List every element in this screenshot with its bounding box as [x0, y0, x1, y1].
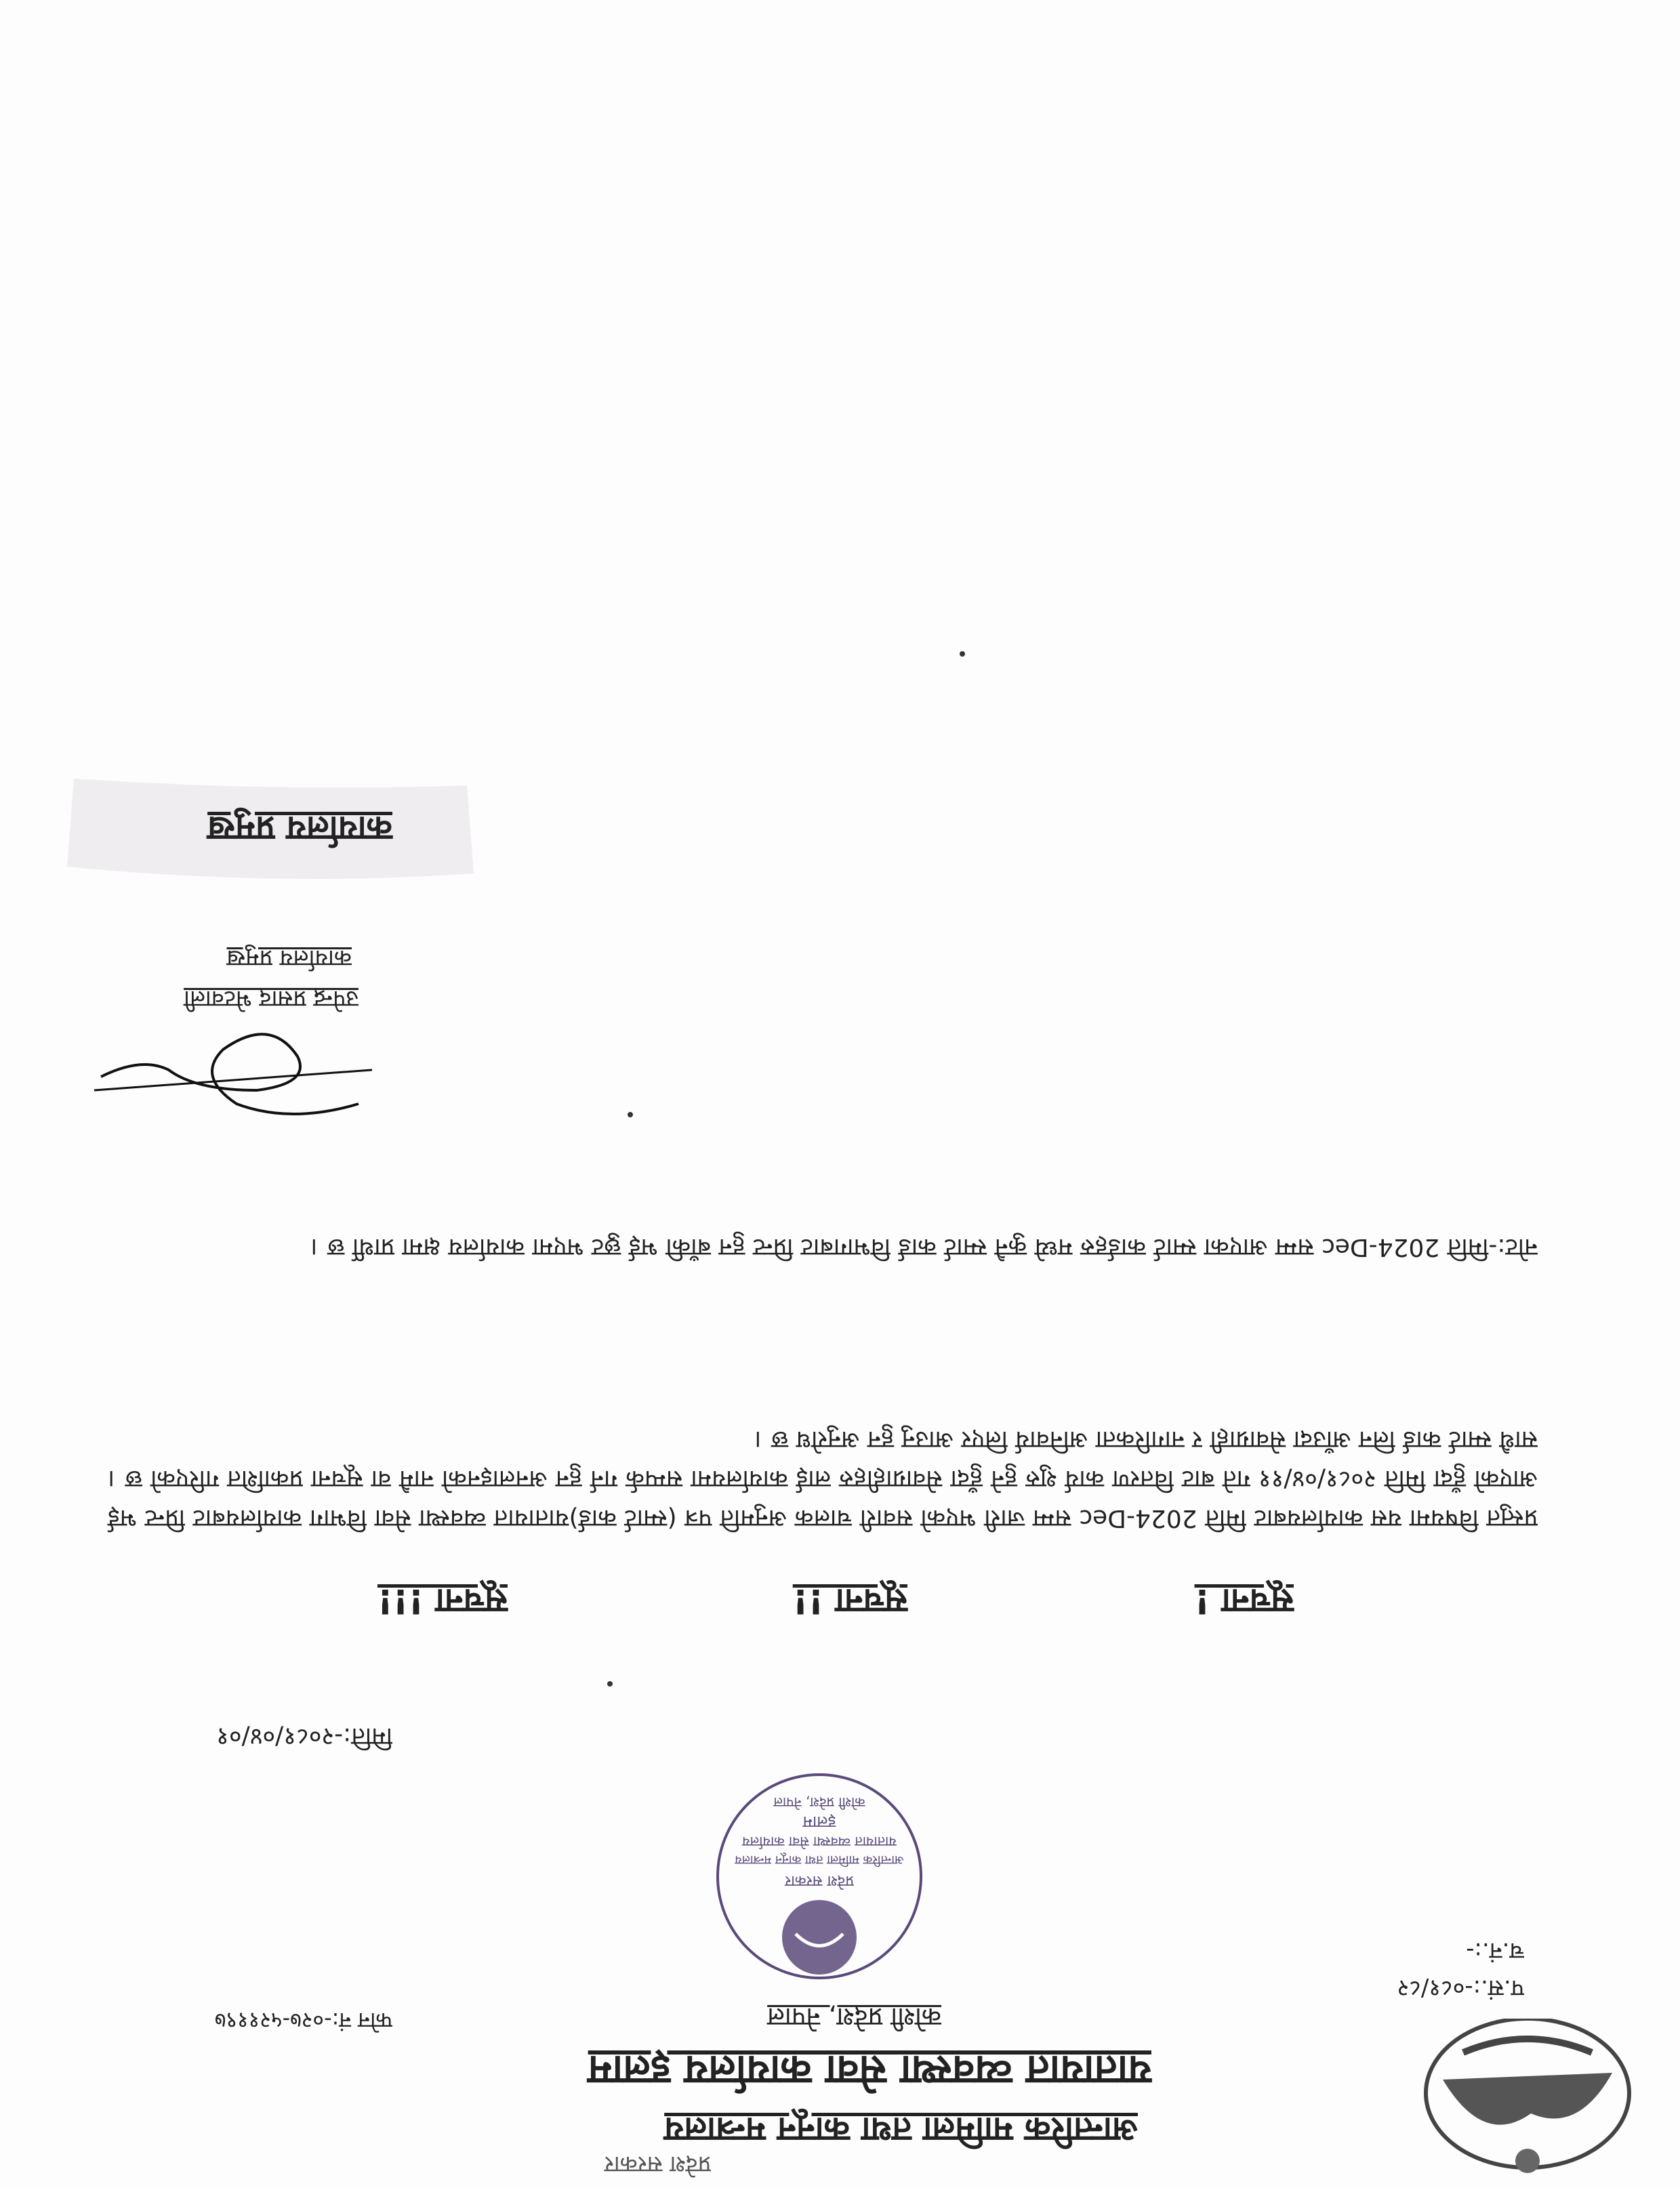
- dispatch-number: च.नं.:-: [1466, 1937, 1524, 1964]
- note-paragraph: नोट:-मिति 2024-Dec सम्म आएका स्मार्ट कार्डहरु मध्ये कुनै स्मार्ट कार्ड विभागबाट प्रिन्ट हुन बाँकी भई छुट भएमा कार्यालय क्षमा प्रार्थी छ ।: [310, 1233, 1538, 1261]
- seal-line-5: कोशी प्रदेश, नेपाल: [773, 1794, 865, 1811]
- seal-line-1: प्रदेश सरकार: [785, 1872, 854, 1889]
- seal-line-2: आन्तरिक मामिला तथा कानून मन्त्रालय: [735, 1853, 904, 1867]
- notice-2: सूचना !!: [792, 1582, 907, 1621]
- nepal-emblem-icon: [1416, 2019, 1639, 2188]
- seal-line-3: यातायात व्यवस्था सेवा कार्यालय: [742, 1834, 897, 1850]
- phone-number: फोन नं:-०२७-५२११९७: [214, 2008, 392, 2034]
- office-seal-icon: [704, 1768, 935, 1985]
- office-name: यातायात व्यवस्था सेवा कार्यालय इलाम: [588, 2046, 1151, 2094]
- signatory-name: उपेन्द्र प्रसाद भेटवाली: [184, 985, 358, 1012]
- signature-icon: [87, 1016, 372, 1131]
- scan-speck: [628, 1112, 633, 1117]
- signatory-title: कार्यालय प्रमुख: [226, 945, 352, 972]
- body-paragraph: प्रस्तुत विषयमा यस कार्यालयबाट मिति 2024-Dec सम्म जारी भएको सवारी चालक अनुमति पत्र (स्मार्ट कार्ड)यातायात व्यवस्था सेवा विभाग कार्यालयबाट प्रिन्ट भई आएको हुँदा मिति २०८१/०४/११ गते बाट वितरण कार्य शुरु हुने हुँदा सेवाग्राहीहरु लाई कार्यालयमा सम्पर्क गर्न हुन अनलाइनको नामै वा सूचना प्रकाशित गरिएको छ । साथै स्मार्ट कार्ड लिन आँउदा सेवाग्राही र नागरिकता अनिवार्य लिएर आउनु हुन अनुरोध छ ।: [108, 1426, 1538, 1532]
- province-address: कोशी प्रदेश, नेपाल: [767, 2002, 941, 2032]
- ministry-name: आन्तरिक मामिला तथा कानून मन्त्रालय: [664, 2110, 1138, 2149]
- notice-3: सूचना !!!: [377, 1582, 508, 1621]
- office-head-stamp: कार्यालय प्रमुख: [207, 809, 392, 848]
- notice-1: सूचना !: [1194, 1582, 1294, 1621]
- letter-date: मिति:-२०८१/०४/०१: [216, 1722, 392, 1750]
- scan-speck: [607, 1681, 613, 1687]
- seal-line-4: इलाम: [802, 1813, 836, 1832]
- letter-number: प.सं.:-०८१/८२: [1397, 1975, 1524, 2002]
- top-crumb: प्रदेश सरकार: [604, 2151, 711, 2178]
- scan-speck: [960, 651, 965, 657]
